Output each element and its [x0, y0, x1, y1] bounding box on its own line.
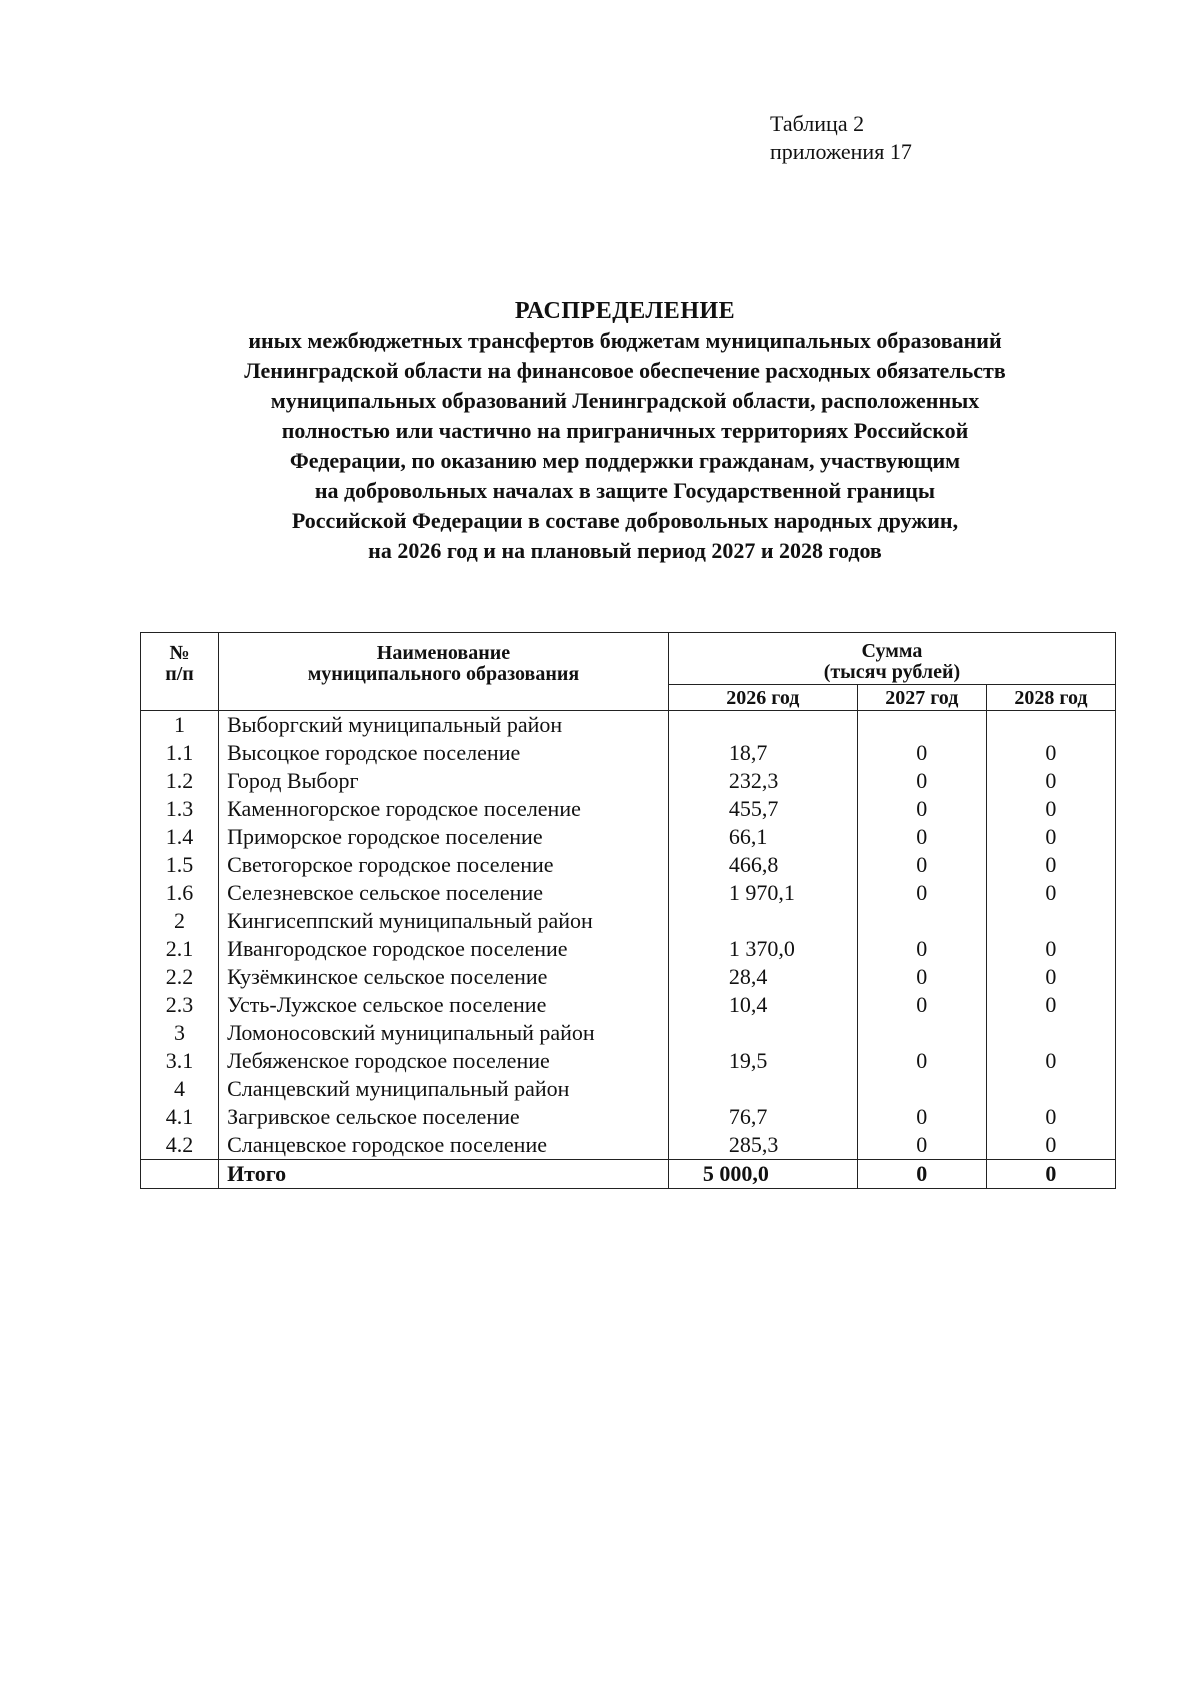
row-number: 3: [141, 1019, 219, 1047]
amount-2027: 0: [857, 851, 986, 879]
table-row: [141, 1047, 1116, 1075]
total-2027: 0: [857, 1160, 986, 1189]
total-label: Итого: [219, 1160, 669, 1189]
amount-2027: 0: [857, 1103, 986, 1131]
amount-2028: 0: [986, 795, 1115, 823]
amount-2027: 0: [857, 823, 986, 851]
amount-2026: [668, 907, 857, 935]
row-number: 4.2: [141, 1131, 219, 1160]
header-year-2028: 2028 год: [986, 685, 1115, 711]
table-body: [141, 711, 1116, 1160]
title-line: на добровольных началах в защите Государственной границы: [314, 478, 936, 503]
title-line: полностью или частично на приграничных территориях Российской: [281, 418, 969, 443]
table-row: [141, 1075, 1116, 1103]
table-row: [141, 907, 1116, 935]
header-name-line2: муниципального образования: [307, 663, 580, 685]
amount-2026: 285,3: [668, 1131, 857, 1160]
row-number: 4: [141, 1075, 219, 1103]
amount-2026: 28,4: [668, 963, 857, 991]
title-line: Ленинградской области на финансовое обеспечение расходных обязательств: [244, 358, 1006, 383]
amount-2027: 0: [857, 991, 986, 1019]
table-reference: [770, 110, 912, 166]
municipality-name: Кузёмкинское сельское поселение: [219, 963, 669, 991]
row-number: 3.1: [141, 1047, 219, 1075]
amount-2027: 0: [857, 1131, 986, 1160]
row-number: 1.4: [141, 823, 219, 851]
municipality-name: Загривское сельское поселение: [219, 1103, 669, 1131]
title-line: Российской Федерации в составе добровольных народных дружин,: [291, 508, 959, 533]
header-name: [219, 633, 669, 711]
amount-2027: [857, 907, 986, 935]
table-row: [141, 963, 1116, 991]
amount-2026: 10,4: [668, 991, 857, 1019]
amount-2028: [986, 711, 1115, 740]
table-row: [141, 795, 1116, 823]
total-2028: 0: [986, 1160, 1115, 1189]
amount-2026: 466,8: [668, 851, 857, 879]
title-line: иных межбюджетных трансфертов бюджетам муниципальных образований: [248, 328, 1002, 353]
amount-2028: 0: [986, 991, 1115, 1019]
amount-2027: 0: [857, 963, 986, 991]
amount-2028: 0: [986, 935, 1115, 963]
row-number: 1.5: [141, 851, 219, 879]
municipality-name: Город Выборг: [219, 767, 669, 795]
municipality-name: Селезневское сельское поселение: [219, 879, 669, 907]
amount-2027: 0: [857, 879, 986, 907]
table-row: [141, 767, 1116, 795]
municipality-name: Ломоносовский муниципальный район: [219, 1019, 669, 1047]
amount-2026: [668, 1019, 857, 1047]
amount-2028: 0: [986, 963, 1115, 991]
row-number: 1.1: [141, 739, 219, 767]
row-number: 4.1: [141, 1103, 219, 1131]
municipality-name: Ивангородское городское поселение: [219, 935, 669, 963]
amount-2026: 19,5: [668, 1047, 857, 1075]
title-line: муниципальных образований Ленинградской области, расположенных: [270, 388, 980, 413]
amount-2027: 0: [857, 1047, 986, 1075]
header-number-sign: №: [169, 642, 190, 664]
amount-2026: [668, 1075, 857, 1103]
table-row: [141, 1131, 1116, 1160]
title-line: Федерации, по оказанию мер поддержки гражданам, участвующим: [289, 448, 961, 473]
amount-2028: 0: [986, 1131, 1115, 1160]
municipality-name: Выборгский муниципальный район: [219, 711, 669, 740]
amount-2026: 18,7: [668, 739, 857, 767]
amount-2027: [857, 1075, 986, 1103]
amount-2028: [986, 907, 1115, 935]
amount-2028: [986, 1075, 1115, 1103]
header-sum: [668, 633, 1115, 685]
row-number: 1: [141, 711, 219, 740]
header-sum-unit: (тысяч рублей): [823, 661, 961, 683]
row-number: 2.1: [141, 935, 219, 963]
amount-2026: 232,3: [668, 767, 857, 795]
title-line: на 2026 год и на плановый период 2027 и 2028 годов: [368, 538, 882, 563]
amount-2027: 0: [857, 739, 986, 767]
amount-2026: 66,1: [668, 823, 857, 851]
amount-2028: 0: [986, 739, 1115, 767]
municipality-name: Сланцевское городское поселение: [219, 1131, 669, 1160]
row-number: 1.3: [141, 795, 219, 823]
amount-2027: 0: [857, 935, 986, 963]
table-row: [141, 991, 1116, 1019]
amount-2028: 0: [986, 1103, 1115, 1131]
table-number: Таблица 2: [770, 111, 865, 136]
municipality-name: Лебяженское городское поселение: [219, 1047, 669, 1075]
total-2026: 5 000,0: [668, 1160, 857, 1189]
header-number-label: п/п: [165, 663, 194, 685]
amount-2028: 0: [986, 851, 1115, 879]
title-heading: РАСПРЕДЕЛЕНИЕ: [514, 298, 736, 324]
table-row: [141, 879, 1116, 907]
amount-2027: 0: [857, 767, 986, 795]
header-name-line1: Наименование: [376, 642, 511, 664]
document-title: [130, 296, 1120, 566]
total-row: [141, 1160, 1116, 1189]
total-number-cell: [141, 1160, 219, 1189]
header-number: [141, 633, 219, 711]
appendix-number: приложения 17: [770, 139, 912, 164]
row-number: 2.2: [141, 963, 219, 991]
row-number: 2: [141, 907, 219, 935]
table-row: [141, 851, 1116, 879]
amount-2028: 0: [986, 879, 1115, 907]
municipality-name: Усть-Лужское сельское поселение: [219, 991, 669, 1019]
amount-2028: 0: [986, 823, 1115, 851]
amount-2027: 0: [857, 795, 986, 823]
header-sum-line1: Сумма: [861, 640, 923, 662]
table-row: [141, 711, 1116, 740]
table-row: [141, 823, 1116, 851]
municipality-name: Светогорское городское поселение: [219, 851, 669, 879]
table-row: [141, 1019, 1116, 1047]
amount-2027: [857, 711, 986, 740]
amount-2028: 0: [986, 767, 1115, 795]
table-row: [141, 935, 1116, 963]
table-header: [141, 633, 1116, 711]
amount-2028: 0: [986, 1047, 1115, 1075]
amount-2026: [668, 711, 857, 740]
header-year-2027: 2027 год: [857, 685, 986, 711]
header-year-2026: 2026 год: [668, 685, 857, 711]
amount-2027: [857, 1019, 986, 1047]
row-number: 1.2: [141, 767, 219, 795]
municipality-name: Сланцевский муниципальный район: [219, 1075, 669, 1103]
municipality-name: Приморское городское поселение: [219, 823, 669, 851]
municipality-name: Каменногорское городское поселение: [219, 795, 669, 823]
amount-2026: 76,7: [668, 1103, 857, 1131]
row-number: 1.6: [141, 879, 219, 907]
table-row: [141, 739, 1116, 767]
amount-2028: [986, 1019, 1115, 1047]
table-row: [141, 1103, 1116, 1131]
amount-2026: 1 970,1: [668, 879, 857, 907]
amount-2026: 455,7: [668, 795, 857, 823]
row-number: 2.3: [141, 991, 219, 1019]
amount-2026: 1 370,0: [668, 935, 857, 963]
municipality-name: Высоцкое городское поселение: [219, 739, 669, 767]
municipality-name: Кингисеппский муниципальный район: [219, 907, 669, 935]
distribution-table: [140, 632, 1116, 1189]
